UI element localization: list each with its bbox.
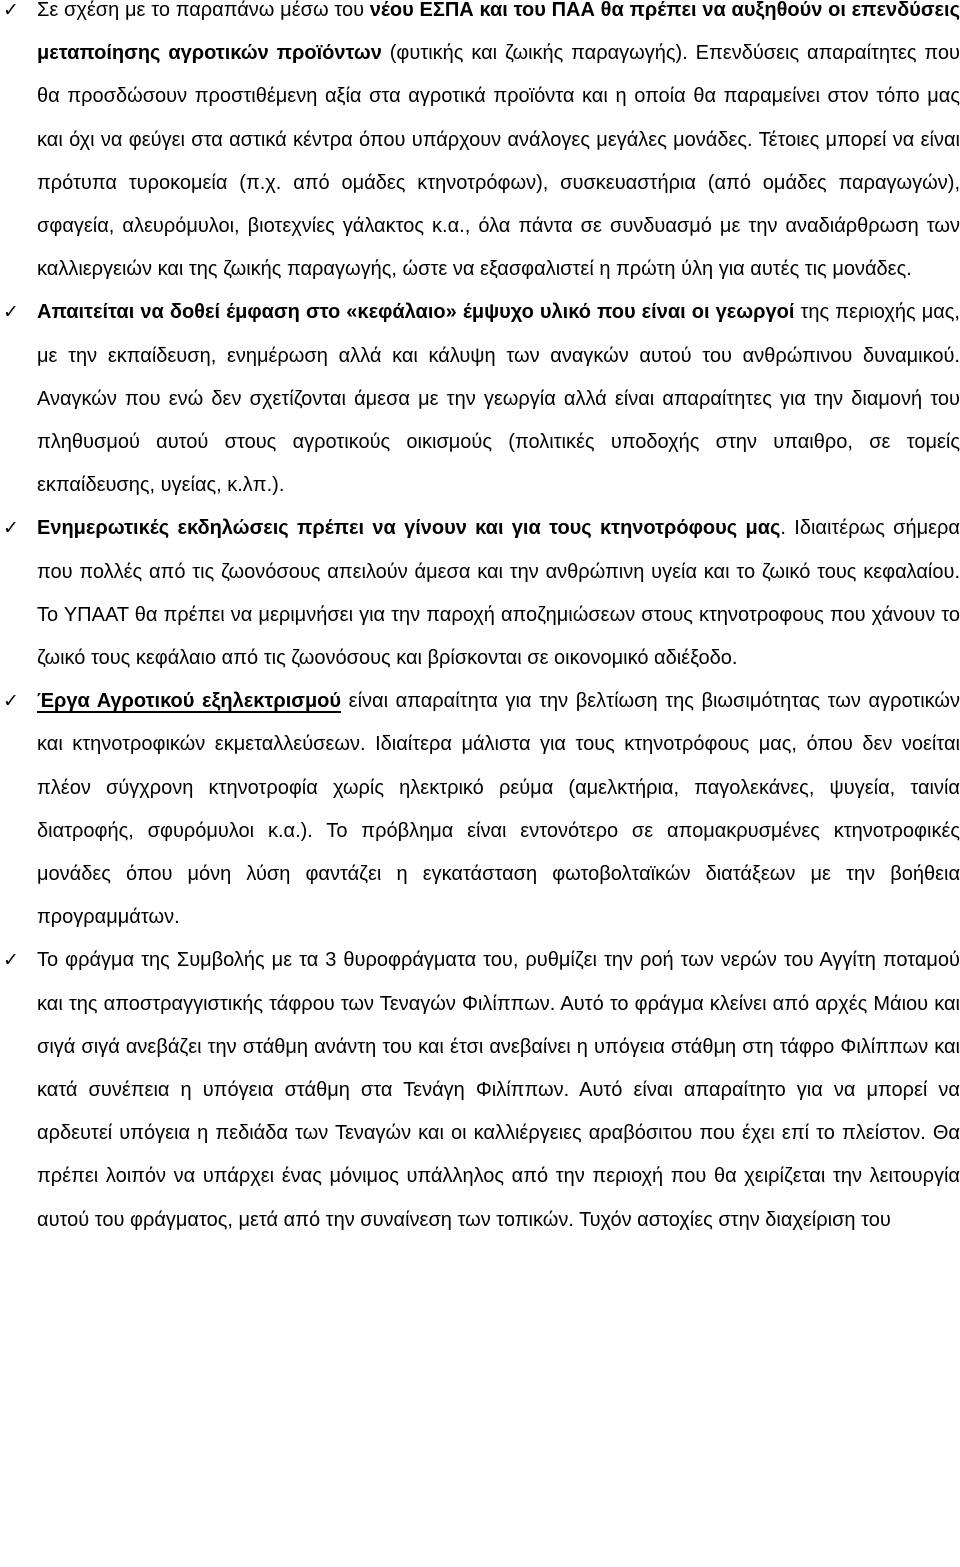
body-text: . Ιδιαιτέρως σήμερα που πολλές από τις ζωονόσους απειλούν άμεσα και την ανθρώπινη υγεία και το ζωικό τους κεφαλαίου. Το ΥΠΑΑΤ θα πρέπει να μεριμνήσει για την παροχή αποζημιώσεων στους κτηνοτροφους που χάνουν το ζωικό τους κεφάλαιο από τις ζωονόσους και βρίσκονται σε οικονομικό αδιέξοδο. [37, 517, 960, 670]
bullet-paragraph [0, 0, 960, 291]
check-mark-icon: ✓ [3, 949, 19, 972]
body-text: Σε σχέση με το παραπάνω μέσω του [37, 0, 370, 21]
bullet-paragraph [0, 939, 960, 1241]
body-text: Το φράγμα της Συμβολής με τα 3 θυροφράγματα του, ρυθμίζει την ροή των νερών του Αγγίτη ποταμού και της αποστραγγιστικής τάφρου των Τεναγών Φιλίππων. Αυτό το φράγμα κλείνει από αρχές Μάιου και σιγά σιγά ανεβάζει την στάθμη ανάντη του και έτσι ανεβαίνει η υπόγεια στάθμη στη τάφρο Φιλίππων και κατά συνέπεια η υπόγεια στάθμη στα Τενάγη Φιλίππων. Αυτό είναι απαραίτητο για να μπορεί να αρδευτεί υπόγεια η πεδιάδα των Τεναγών και οι καλλιέργειες αραβόσιτου που έχει επί το πλείστον. Θα πρέπει λοιπόν να υπάρχει ένας μόνιμος υπάλληλος από την περιοχή που θα χειρίζεται την λειτουργία αυτού του φράγματος, μετά από την συναίνεση των τοπικών. Τυχόν αστοχίες στην διαχείριση του [37, 949, 960, 1231]
body-text: είναι απαραίτητα για την βελτίωση της βιωσιμότητας των αγροτικών και κτηνοτροφικών εκμεταλλεύσεων. Ιδιαίτερα μάλιστα για τους κτηνοτρόφους μας, όπου δεν νοείται πλέον σύγχρονη κτηνοτροφία χωρίς ηλεκτρικό ρεύμα (αμελκτήρια, παγολεκάνες, ψυγεία, ταινία διατροφής, σφυρόμυλοι κ.α.). Το πρόβλημα είναι εντονότερο σε απομακρυσμένες κτηνοτροφικές μονάδες όπου μόνη λύση φαντάζει η εγκατάσταση φωτοβολταϊκών διατάξεων με την βοήθεια προγραμμάτων. [37, 690, 960, 929]
body-text: της περιοχής μας, με την εκπαίδευση, ενημέρωση αλλά και κάλυψη των αναγκών αυτού του ανθρώπινου δυναμικού. Αναγκών που ενώ δεν σχετίζονται άμεσα με την γεωργία αλλά είναι απαραίτητες για την διαμονή του πληθυσμού αυτού στους αγροτικούς οικισμούς (πολιτικές υποδοχής στην υπαιθρο, σε τομείς εκπαίδευσης, υγείας, κ.λπ.). [37, 301, 960, 497]
body-text: (φυτικής και ζωικής παραγωγής). Επενδύσεις απαραίτητες που θα προσδώσουν προστιθέμενη αξία στα αγροτικά προϊόντα και η οποία θα παραμείνει στον τόπο μας και όχι να φεύγει στα αστικά κέντρα όπου υπάρχουν ανάλογες μεγάλες μονάδες. Τέτοιες μπορεί να είναι πρότυπα τυροκομεία (π.χ. από ομάδες κτηνοτρόφων), συσκευαστήρια (από ομάδες παραγωγών), σφαγεία, αλευρόμυλοι, βιοτεχνίες γάλακτος κ.α., όλα πάντα σε συνδυασμό με την αναδιάρθρωση των καλλιεργειών και της ζωικής παραγωγής, ώστε να εξασφαλιστεί η πρώτη ύλη για αυτές τις μονάδες. [37, 42, 960, 281]
emphasized-text: Απαιτείται να δοθεί έμφαση στο «κεφάλαιο» έμψυχο υλικό που είναι οι γεωργοί [37, 301, 795, 324]
check-mark-icon: ✓ [3, 0, 19, 21]
emphasized-text: Έργα Αγροτικού εξηλεκτρισμού [37, 690, 342, 713]
emphasized-text: Ενημερωτικές εκδηλώσεις πρέπει να γίνουν και για τους κτηνοτρόφους μας [37, 517, 781, 540]
check-mark-icon: ✓ [3, 517, 19, 540]
bullet-paragraph [0, 291, 960, 507]
bullet-paragraph [0, 680, 960, 939]
bullet-paragraph [0, 507, 960, 680]
check-mark-icon: ✓ [3, 301, 19, 324]
check-mark-icon: ✓ [3, 690, 19, 713]
emphasized-text: νέου ΕΣΠΑ και του ΠΑΑ θα πρέπει να αυξηθούν οι επενδύσεις μεταποίησης αγροτικών προϊόντων [37, 0, 960, 65]
